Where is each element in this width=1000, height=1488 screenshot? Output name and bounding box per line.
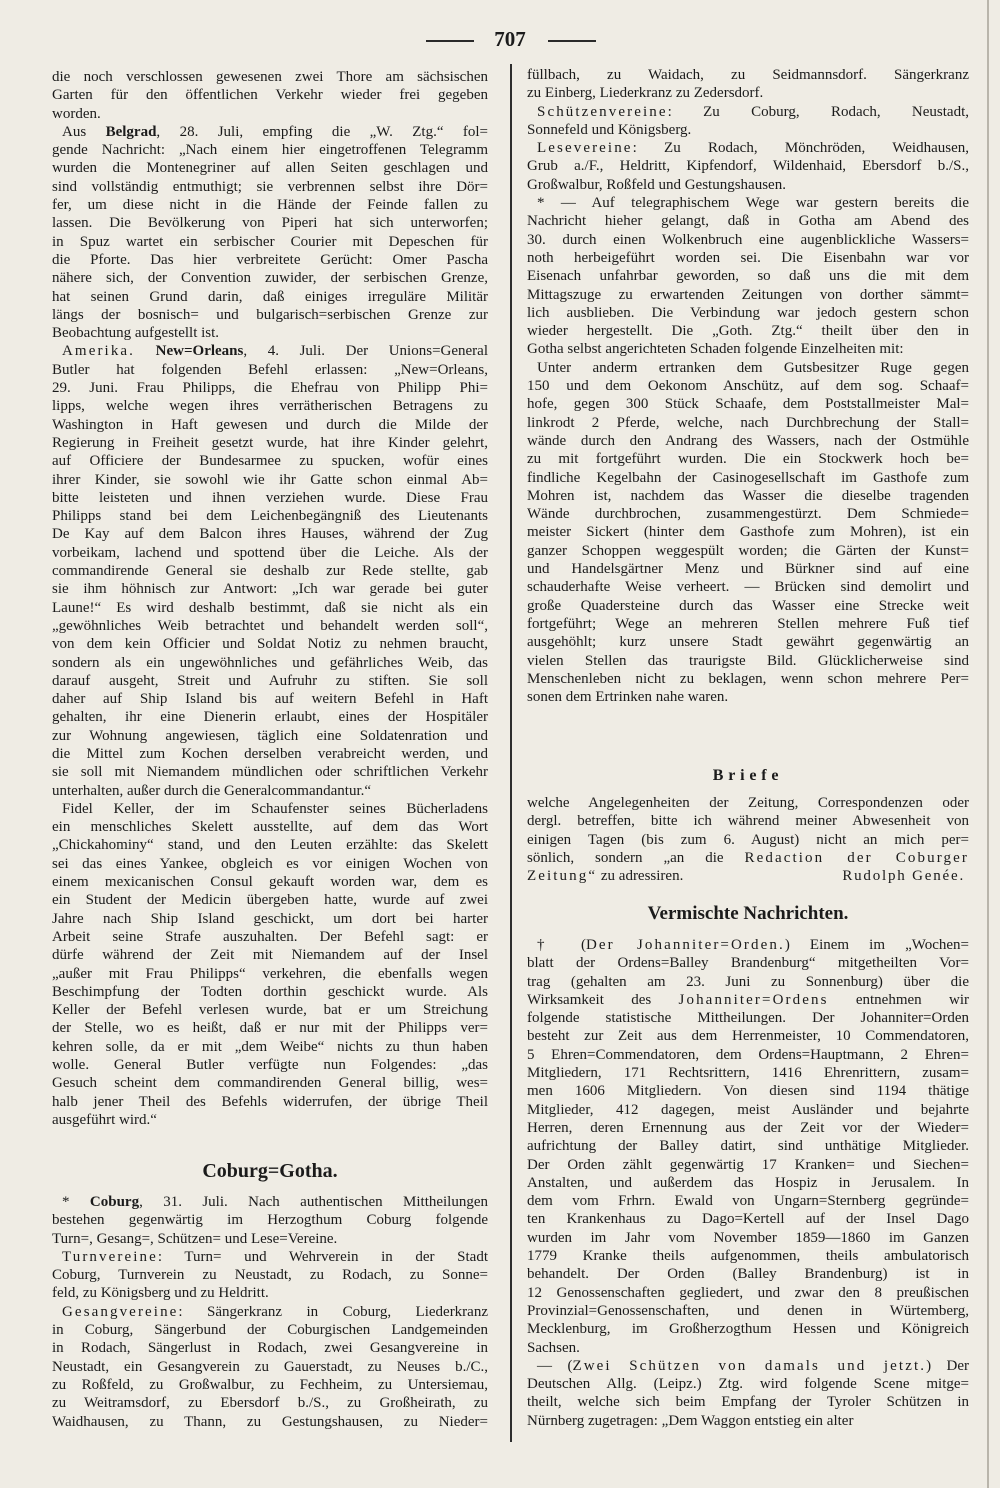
spaced-text: Gesangvereine: [62, 1303, 179, 1320]
text-line: 150 und dem Oekonom Anschütz, auf dem sog. Schaaf=: [527, 378, 969, 395]
text-run: : Sängerkranz in Coburg, Liederkranz: [178, 1303, 488, 1320]
text-line: aufrichtung der Balley datirt, sind unthätige Mitglieder.: [527, 1138, 969, 1155]
text-run: : Zu Rodach, Mönchröden, Weidhausen,: [632, 140, 969, 157]
text-line: Keller der Befehl verlesen wurde, bat er um Streichung: [52, 1002, 488, 1019]
text-line: einem mexicanischen Consul gekauft worden war, dem es: [52, 874, 488, 891]
text-line: men 1606 Mitgliedern. Von diesen sind 1194 thätige: [527, 1083, 969, 1100]
text-run: : Zu Coburg, Rodach, Neustadt,: [667, 103, 969, 120]
text-line: nähere sich, der Convention zuwider, der serbischen Grenze,: [52, 270, 488, 287]
text-line: Coburg, Turnverein zu Neustadt, zu Rodach, zu Sonne=: [52, 1267, 488, 1284]
text-line: Deutschen Allg. (Leipz.) Ztg. wird folgende Scene mitge=: [527, 1376, 969, 1393]
text-line: auf Officiere der Bundesarmee zu spucken, wofür eines: [52, 453, 488, 470]
text-line: welche Angelegenheiten der Zeitung, Correspondenzen oder: [527, 795, 969, 811]
text-line: die noch verschlossen gewesenen zwei Thore am sächsischen: [52, 69, 488, 85]
text-line: wolle. General Butler verfügte nun Folgendes: „das: [52, 1057, 488, 1074]
text-line: Gesuch scheint dem commandirenden General billig, wes=: [52, 1075, 488, 1092]
text-line: dürfe während der Zeit mit Niemandem auf der Insel: [52, 947, 488, 964]
text-line: und Handelsgärtner Menz und Bürkner sind auf eine: [527, 561, 969, 578]
right-column-miscellany: [527, 936, 969, 1430]
text-line: bitte leisteten und ihnen verziehen wurde. Diese Frau: [52, 489, 488, 506]
text-line: Mohren ist, nachdem das Wasser die dieselbe tragenden: [527, 487, 969, 504]
section-heading-coburg-gotha: Coburg=Gotha.: [202, 1160, 338, 1182]
text-run: , 4. Juli. Der Unions=General: [243, 343, 488, 360]
text-line: wände durch den Andrang des Wassers, nach der Ostmühle: [527, 432, 969, 449]
notice-signature: Rudolph Genée.: [842, 868, 965, 885]
text-run: — (: [537, 1357, 573, 1374]
text-line: „außer mit Frau Philipps“ verkehren, die ebenfalls wegen: [52, 965, 488, 982]
text-run: ) Einem im „Wochen=: [784, 937, 970, 953]
spaced-text: Turnvereine: [62, 1248, 158, 1265]
text-line: zur Wohnung angewiesen, täglich eine Soldatenration und: [52, 727, 488, 744]
text-line: feld, zu Königsberg und zu Heldritt.: [52, 1285, 269, 1302]
spaced-text: Schützenvereine: [537, 103, 668, 120]
text-run: [135, 343, 156, 359]
text-line: lich ausblieben. Die Verbindung war jedoch gestern schon: [527, 304, 969, 321]
text-line: 5 Ehren=Commendatoren, dem Ordens=Hauptmann, 2 Ehren=: [527, 1046, 969, 1063]
spaced-text: Zeitung“: [527, 868, 598, 885]
text-line: [527, 103, 969, 121]
text-line: Butler hat folgenden Befehl erlassen: „New=Orleans,: [52, 361, 488, 378]
text-line: Arbeit seine Strafe auszuhalten. Der Befehl sagt: er: [52, 928, 488, 945]
text-line: wieder hergestellt. Die „Goth. Ztg.“ theilt über den in: [527, 323, 969, 340]
column-divider: [510, 64, 512, 1442]
text-line: noth herbeigeführt worden sei. Die Eisenbahn war vor: [527, 249, 969, 266]
text-line: Philipps stand bei dem Leichenbegängniß des Lieutenants: [52, 508, 488, 525]
text-line: die Mittel zum Kochen derselben verabreicht werden, und: [52, 745, 488, 762]
text-line: Washington in Haft gewesen und durch die Milde der: [52, 416, 488, 433]
text-line: Neustadt, ein Gesangverein zu Gauerstadt, zu Neuses b./C.,: [52, 1358, 488, 1375]
notice-briefe: [527, 794, 969, 885]
text-line: [527, 1357, 969, 1375]
text-line: Mecklenburg, im Großherzogthum Hessen und Königreich: [527, 1321, 969, 1338]
text-line: zu Weitramsdorf, zu Ebersdorf b./S., zu Großheirath, zu: [52, 1395, 488, 1412]
text-line: zu Einberg, Liederkranz zu Zedersdorf.: [527, 85, 764, 102]
text-line: meister Sickert (hinter dem Gasthofe zum Mohren), ist ein: [527, 524, 969, 541]
text-line: worden.: [52, 105, 101, 122]
text-line: Fidel Keller, der im Schaufenster seines Bücherladens: [62, 800, 488, 817]
text-line: Jahre nach Ship Island geschickt, um dort bei harter: [52, 910, 488, 927]
text-line: sonen dem Ertrinken nahe waren.: [527, 689, 729, 706]
text-line: füllbach, zu Waidach, zu Seidmannsdorf. Sängerkranz: [527, 67, 969, 83]
text-line: ein Student der Medicin übergeben hatte, wurde auf zwei: [52, 892, 488, 909]
text-line: [52, 1193, 488, 1211]
text-line: [52, 1248, 488, 1266]
text-line: ausgehöhlt; kurz unsere Stadt gewährt gegenwärtig an: [527, 634, 969, 651]
text-line: Menschenleben nicht zu beklagen, wenn schon mehrere Per=: [527, 670, 969, 687]
spaced-text: Der Johanniter=Orden.: [585, 937, 785, 953]
text-line: linkrodt 2 Pferde, welche, nach Durchbrechung der Stall=: [527, 414, 969, 431]
paragraph: [52, 800, 488, 1129]
text-line: fortgeführt; Wege an mehreren Stellen mehrere Fuß tief: [527, 615, 969, 632]
text-line: „Chickahominy“ stand, und den Leuten erzählte: das Skelett: [52, 837, 488, 854]
spaced-text: Zwei Schützen von damals und jetzt.: [572, 1357, 927, 1374]
text-line: dergl. betreffen, bitte ich während meiner Abwesenheit von: [527, 813, 969, 830]
text-line: Nürnberg zugetragen: „Dem Waggon entstieg ein alter: [527, 1412, 854, 1429]
text-line: ganzer Schoppen weggespült worden; die Gärten der Kunst=: [527, 542, 969, 559]
text-line: Turn=, Gesang=, Schützen= und Lese=Vereine.: [52, 1230, 338, 1247]
text-line: gehalten, ihr eine Dienerin erlaubt, eines der Hospitäler: [52, 709, 488, 726]
text-line: von dem kein Officier und Soldat Notiz zu nehmen braucht,: [52, 636, 488, 653]
notice-heading-briefe: Briefe: [712, 767, 784, 784]
text-line: Sachsen.: [527, 1339, 580, 1356]
text-run: Aus: [62, 123, 106, 140]
left-column-news: [52, 68, 488, 1129]
text-line: vielen Stellen das traurigste Bild. Glücklicherweise sind: [527, 652, 969, 669]
text-run: , 31. Juli. Nach authentischen Mittheilungen: [139, 1194, 489, 1210]
text-line: 30. durch einen Wolkenbruch eine augenblickliche Wassers=: [527, 231, 969, 248]
paragraph: [52, 123, 488, 343]
text-line: vorbeikam, lachend und spottend über die Leiche. Als der: [52, 544, 488, 561]
text-line: gende Nachricht: „Nach einem hier eingetroffenen Telegramm: [52, 142, 488, 159]
text-line: * — Auf telegraphischem Wege war gestern bereits die: [537, 195, 969, 212]
text-line: Regierung in Freiheit gesetzt wurde, hat ihre Kinder gelehrt,: [52, 434, 488, 451]
text-run: *: [62, 1194, 90, 1210]
text-run: , 28. Juli, empfing die „W. Ztg.“ fol=: [156, 123, 488, 140]
paragraph: [527, 936, 969, 1357]
text-line: Eisenach unfahrbar geworden, so daß uns die mit dem: [527, 268, 969, 285]
text-line: De Kay auf dem Balcon ihres Hauses, während der Zug: [52, 526, 488, 543]
section-heading-vermischte-nachrichten: Vermischte Nachrichten.: [647, 903, 849, 924]
text-line: schauderhafte Weise verheert. — Brücken sind demolirt und: [527, 579, 969, 596]
text-run: entnehmen wir: [828, 991, 969, 1008]
text-line: unterhalten, außer durch die Generalcommandantur.“: [52, 782, 372, 799]
paragraph: [527, 103, 969, 140]
spaced-text: Lesevereine: [537, 140, 633, 157]
text-run: Wirksamkeit des: [527, 991, 679, 1008]
text-line: behandelt. Der Orden (Balley Brandenburg) ist in: [527, 1266, 969, 1283]
paragraph: [527, 66, 969, 103]
spaced-text: Johanniter=Ordens: [678, 991, 829, 1008]
text-line: dem vom Frhrn. Ewald von Ungarn=Sternberg gegründe=: [527, 1193, 969, 1210]
text-line: die Pforte. Das hier verbreitete Gerücht: Omer Pascha: [52, 251, 488, 268]
text-line: lipps, welche wegen ihres verrätherischen Betragens zu: [52, 398, 488, 415]
paragraph: [52, 1193, 488, 1248]
text-line: wurden im Jahr vom November 1859—1860 im Ganzen: [527, 1229, 969, 1246]
paragraph: [527, 194, 969, 359]
text-line: folgende statistische Mittheilungen. Der Johanniter=Orden: [527, 1010, 969, 1027]
text-line: Mittagszuge zu erwartenden Zeitungen von dorther sämmt=: [527, 286, 969, 303]
text-run: ) Der: [926, 1357, 970, 1374]
text-line: Großwalbur, Roßfeld und Gestungshausen.: [527, 176, 786, 193]
text-line: Provinzial=Genossenschaften, und denen in Würtemberg,: [527, 1302, 969, 1319]
text-line: Waidhausen, zu Thann, zu Gestungshausen, zu Nieder=: [52, 1413, 488, 1430]
text-line: wurden die Montenegriner auf allen Seiten geschlagen und: [52, 160, 488, 177]
text-line: theilt, welche sich beim Empfang der Tyroler Schützen in: [527, 1394, 969, 1411]
text-line: in Rodach, Sängerlust in Rodach, zwei Gesangvereine in: [52, 1340, 488, 1357]
text-run: : Turn= und Wehrverein in der Stadt: [157, 1248, 488, 1265]
text-line: hat seinen Grund darin, daß einiges irreguläre Militär: [52, 288, 488, 305]
text-line: Mitgliedern, 171 Rechtsrittern, 1416 Ehrenrittern, zusam=: [527, 1065, 969, 1082]
header-rule-right: [548, 40, 596, 42]
text-line: blatt der Ordens=Balley Brandenburg“ mitgetheilten Vor=: [527, 955, 969, 972]
text-line: Herren, deren Ernennung aus der Zeit vor der Wieder=: [527, 1119, 969, 1136]
text-line: fer, um diese nicht in die Hände der Feinde fallen zu: [52, 197, 488, 214]
bold-text: Belgrad: [105, 123, 157, 140]
page-number: 707: [494, 27, 526, 51]
spaced-text: Redaction der Coburger: [744, 849, 969, 866]
bold-text: Coburg: [89, 1194, 140, 1210]
text-line: Gotha selbst angerichteten Schaden folgende Einzelheiten mit:: [527, 341, 904, 358]
text-line: Laune!“ Es wird deshalb bestimmt, daß sie nicht als ein: [52, 599, 488, 616]
text-line: ten Krankenhaus zu Dago=Kertell auf der Insel Dago: [527, 1211, 969, 1228]
text-line: große Quadersteine durch das Wasser eine Strecke weit: [527, 597, 969, 614]
text-line: sind vollständig entmuthigt; sie verbrennen selbst ihre Dör=: [52, 178, 488, 195]
text-line: [527, 936, 969, 954]
bold-text: New=Orleans: [155, 343, 244, 360]
page-edge: [987, 0, 989, 1488]
text-line: Der Orden zählt gegenwärtig 17 Kranken= und Siechen=: [527, 1156, 969, 1173]
text-line: [52, 1303, 488, 1321]
text-line: besteht zur Zeit aus dem Herrenmeister, 10 Commendatoren,: [527, 1028, 969, 1045]
text-line: zu Roßfeld, zu Großwalbur, zu Fechheim, zu Untersiemau,: [52, 1376, 488, 1393]
text-line: sondern als ein ungewöhnliches und gefährliches Weib, das: [52, 654, 488, 671]
text-line: [52, 342, 488, 360]
text-run: zu adressiren.: [597, 868, 684, 885]
text-line: zu mit fortgeführt wurden. Die ein Stockwerk hoch be=: [527, 451, 969, 468]
paragraph: [527, 359, 969, 707]
text-line: 29. Juni. Frau Philipps, die Ehefrau von Philipp Phi=: [52, 380, 488, 397]
paragraph: [52, 1248, 488, 1303]
text-line: [527, 991, 969, 1009]
right-column-news: [527, 66, 969, 706]
paragraph: [527, 139, 969, 194]
text-line: sie soll mit Niemandem mündlichen oder schriftlichen Verkehr: [52, 764, 488, 781]
text-line: längs der bosnisch= und bulgarisch=serbischen Grenze zur: [52, 306, 488, 323]
text-line: Nachricht hieher gelangt, daß in Gotha am Abend des: [527, 213, 969, 230]
text-line: sei das eines Yankee, obgleich es vor einigen Wochen von: [52, 855, 488, 872]
text-line: sie ihm höhnisch zur Antwort: „Ich war gerade bei guter: [52, 581, 488, 598]
text-line: Sonnefeld und Königsberg.: [527, 121, 692, 138]
text-line: Grub a./F., Heldritt, Kipfendorf, Wildenhaid, Ebersdorf b./S.,: [527, 158, 969, 175]
text-line: ein menschliches Skelett ausstellte, auf dem das Wort: [52, 819, 488, 836]
text-run: sönlich, sondern „an die: [527, 849, 745, 866]
text-line: Wände durchbrochen, zusammengestürzt. Dem Schmiede=: [527, 506, 969, 523]
text-line: Garten für den öffentlichen Verkehr wieder frei gegeben: [52, 87, 488, 104]
spaced-text: Amerika.: [62, 343, 136, 360]
header-rule-left: [426, 40, 474, 42]
text-line: commandirende General sie deshalb zur Rede stellte, gab: [52, 563, 488, 580]
text-line: einigen Tagen (bis zum 6. August) nicht an mich per=: [527, 831, 969, 848]
text-line: ausgeführt wird.“: [52, 1111, 157, 1128]
text-line: der Stelle, wo es heißt, daß er nur mit der Philipps ver=: [52, 1020, 488, 1037]
text-line: Beschimpfung der Todten dorthin geschickt wurde. Als: [52, 983, 488, 1000]
text-line: 12 Genossenschaften gegliedert, und zwar den 8 preußischen: [527, 1284, 969, 1301]
text-line: bestehen gegenwärtig im Herzogthum Coburg folgende: [52, 1212, 488, 1229]
text-line: hofe, gegen 300 Stück Schaafe, dem Poststallmeister Mal=: [527, 396, 969, 413]
text-line: in Spuz wartet ein serbischer Courier mit Depeschen für: [52, 233, 488, 250]
text-line: [527, 849, 969, 867]
text-line: Mitglieder, 412 dagegen, meist Ausländer und bejahrte: [527, 1101, 969, 1118]
text-line: trag (gehalten am 23. Juni zu Sonnenburg) über die: [527, 973, 969, 990]
paragraph: [52, 342, 488, 799]
text-line: daher auf Ship Island bis auf weitern Befehl in Haft: [52, 691, 488, 708]
paragraph: [527, 1357, 969, 1430]
text-line: findliche Kegelbahn der Casinogesellschaft im Gasthofe zum: [527, 469, 969, 486]
text-line: [52, 123, 488, 141]
text-line: ihrer Kinder, sie sowohl wie ihr Gatte schon einmal Ab=: [52, 471, 488, 488]
paragraph: [52, 68, 488, 123]
text-line: lassen. Die Bevölkerung von Piperi hat sich unterworfen;: [52, 215, 488, 232]
text-line: „gewöhnliches Weib betrachtet und behandelt werden soll“,: [52, 617, 488, 634]
text-line: Anstalten, und außerdem das Hospiz in Jerusalem. In: [527, 1174, 969, 1191]
text-line: darauf ausgeht, Streit und Aufruhr zu stiften. Sie soll: [52, 672, 488, 689]
text-line: [527, 139, 969, 157]
text-line: Unter anderm ertranken dem Gutsbesitzer Ruge gegen: [537, 359, 969, 376]
text-line: 1779 Kranke theils aufgenommen, theils ambulatorisch: [527, 1248, 969, 1265]
text-line: in Coburg, Sängerbund der Coburgischen Landgemeinden: [52, 1322, 488, 1339]
paragraph: [52, 1303, 488, 1431]
text-run: † (: [537, 937, 586, 953]
left-column-coburg-news: [52, 1193, 488, 1431]
text-line: halb jener Theil des Befehls widerrufen, der übrige Theil: [52, 1093, 488, 1110]
text-line: kehren solle, da er mit „dem Weibe“ nichts zu thun haben: [52, 1038, 488, 1055]
text-line: Beobachtung aufgestellt ist.: [52, 325, 220, 342]
